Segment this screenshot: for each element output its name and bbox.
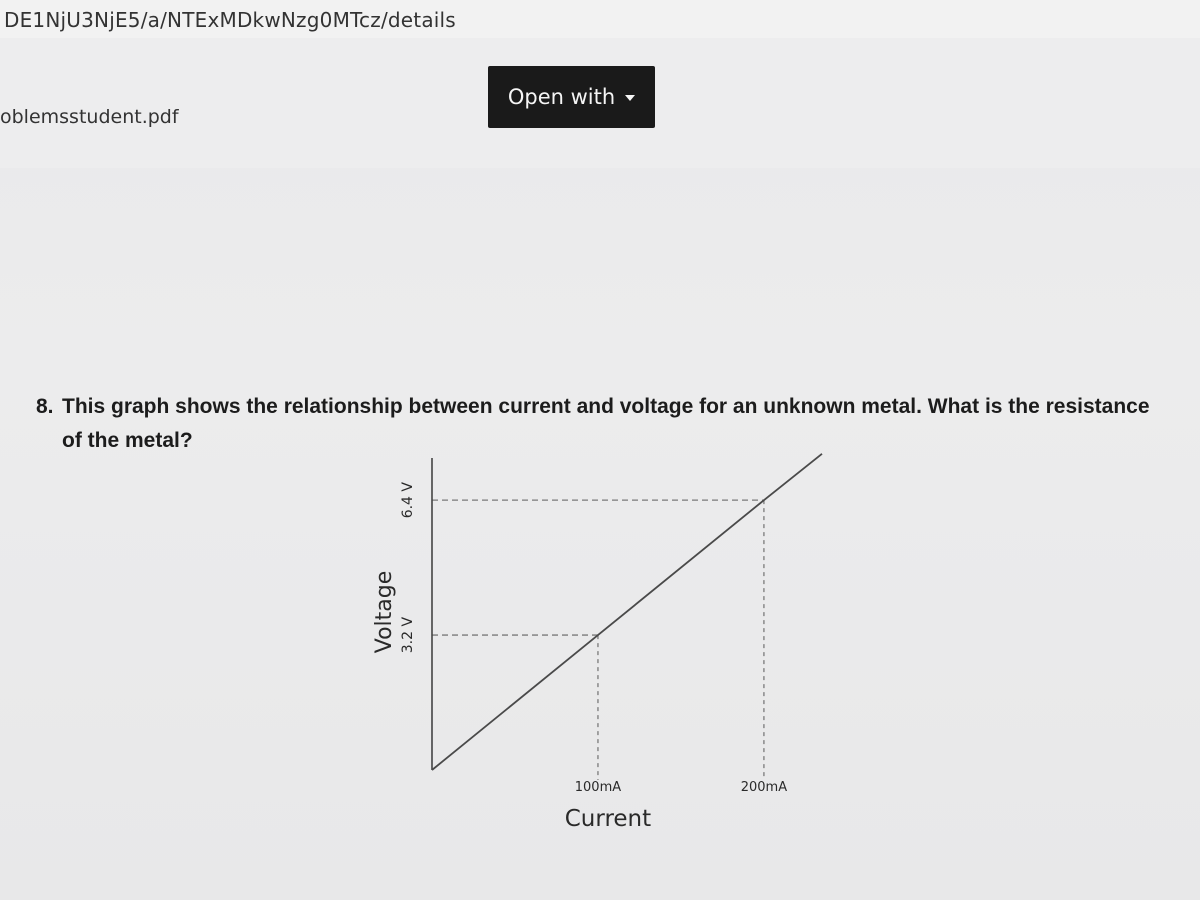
series-line (432, 454, 822, 770)
open-with-label: Open with (507, 85, 616, 109)
file-name: oblemsstudent.pdf (0, 106, 179, 128)
y-axis-title: Voltage (372, 570, 397, 654)
x-tick-label-1: 100mA (574, 780, 622, 795)
guide-lines (432, 500, 764, 780)
question-line-1-text: This graph shows the relationship between current and voltage for an unknown metal. What is the resistance (62, 395, 1150, 418)
url-text: DE1NjU3NjE5/a/NTExMDkwNzg0MTcz/details (4, 8, 456, 32)
series (432, 454, 822, 770)
question-line-2: of the metal? (62, 429, 193, 452)
axis-labels (372, 482, 787, 832)
x-axis-title: Current (564, 806, 652, 832)
y-tick-label-1: 3.2 V (400, 616, 416, 654)
x-tick-label-2: 200mA (740, 780, 788, 795)
y-tick-label-2: 6.4 V (400, 482, 416, 519)
question-number: 8. (36, 395, 54, 418)
